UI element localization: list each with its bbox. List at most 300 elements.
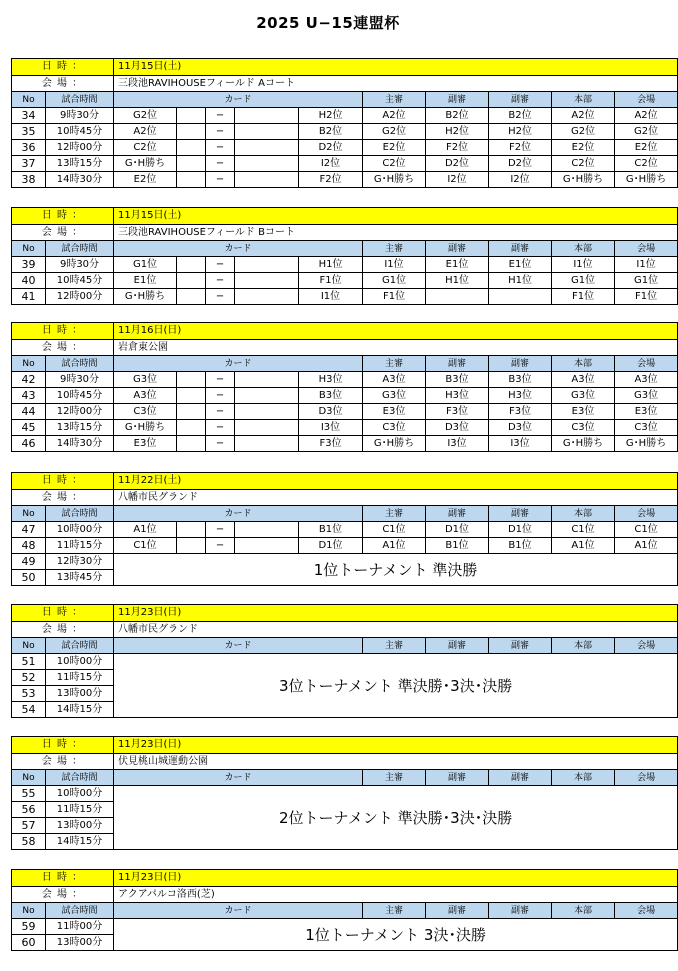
date-row xyxy=(12,737,678,754)
match-date: 11月23日(日) xyxy=(114,870,678,887)
match-no: 52 xyxy=(12,670,46,686)
assistant-referee-1: B1位 xyxy=(426,538,489,554)
match-no: 38 xyxy=(12,172,46,188)
venue-duty: A3位 xyxy=(615,372,678,388)
referee: C1位 xyxy=(363,522,426,538)
match-date: 11月15日(土) xyxy=(114,59,678,76)
versus-dash: − xyxy=(206,404,235,420)
versus-dash: − xyxy=(206,140,235,156)
home-team: G･H勝ち xyxy=(114,156,177,172)
card-spacer xyxy=(177,108,206,124)
header-assistant-2: 副審 xyxy=(489,638,552,654)
table-row xyxy=(12,786,678,802)
header-venue: 会場 xyxy=(615,770,678,786)
match-time: 11時15分 xyxy=(46,670,114,686)
header-no: No xyxy=(12,356,46,372)
header-hq: 本部 xyxy=(552,506,615,522)
home-team: C1位 xyxy=(114,538,177,554)
match-time: 12時30分 xyxy=(46,554,114,570)
header-assistant-1: 副審 xyxy=(426,770,489,786)
assistant-referee-1: H1位 xyxy=(426,273,489,289)
venue-name: 三段池RAVIHOUSEフィールド Bコート xyxy=(114,225,678,241)
away-team: I2位 xyxy=(299,156,363,172)
versus-dash: − xyxy=(206,388,235,404)
referee: E3位 xyxy=(363,404,426,420)
card-spacer xyxy=(235,388,299,404)
headquarters: A3位 xyxy=(552,372,615,388)
table-row xyxy=(12,919,678,935)
referee: G1位 xyxy=(363,273,426,289)
assistant-referee-1: B2位 xyxy=(426,108,489,124)
referee: C2位 xyxy=(363,156,426,172)
table-row xyxy=(12,554,678,570)
header-venue: 会場 xyxy=(615,356,678,372)
table-row xyxy=(12,140,678,156)
referee: I1位 xyxy=(363,257,426,273)
referee: G･H勝ち xyxy=(363,436,426,452)
venue-name: 八幡市民グランド xyxy=(114,622,678,638)
match-time: 13時15分 xyxy=(46,156,114,172)
header-card: カード xyxy=(114,92,363,108)
headquarters: I1位 xyxy=(552,257,615,273)
date-label: 日 時 ： xyxy=(12,473,114,490)
header-assistant-2: 副審 xyxy=(489,770,552,786)
header-hq: 本部 xyxy=(552,356,615,372)
assistant-referee-2: F3位 xyxy=(489,404,552,420)
venue-label: 会 場 ： xyxy=(12,340,114,356)
header-no: No xyxy=(12,770,46,786)
header-time: 試合時間 xyxy=(46,770,114,786)
assistant-referee-1 xyxy=(426,289,489,305)
card-spacer xyxy=(177,420,206,436)
card-spacer xyxy=(177,140,206,156)
match-date: 11月23日(日) xyxy=(114,605,678,622)
referee: A1位 xyxy=(363,538,426,554)
venue-duty: C2位 xyxy=(615,156,678,172)
card-spacer xyxy=(177,388,206,404)
headquarters: G2位 xyxy=(552,124,615,140)
assistant-referee-1: F3位 xyxy=(426,404,489,420)
document-title: 2025 U−15連盟杯 xyxy=(256,14,400,32)
match-date: 11月15日(土) xyxy=(114,208,678,225)
header-time: 試合時間 xyxy=(46,638,114,654)
assistant-referee-1: I3位 xyxy=(426,436,489,452)
table-row xyxy=(12,156,678,172)
headquarters: G･H勝ち xyxy=(552,436,615,452)
headquarters: C1位 xyxy=(552,522,615,538)
away-team: D3位 xyxy=(299,404,363,420)
match-no: 43 xyxy=(12,388,46,404)
match-time: 13時45分 xyxy=(46,570,114,586)
venue-duty: I1位 xyxy=(615,257,678,273)
date-row xyxy=(12,323,678,340)
match-time: 11時00分 xyxy=(46,919,114,935)
match-time: 12時00分 xyxy=(46,140,114,156)
away-team: D2位 xyxy=(299,140,363,156)
home-team: E2位 xyxy=(114,172,177,188)
assistant-referee-2: B3位 xyxy=(489,372,552,388)
date-label: 日 時 ： xyxy=(12,605,114,622)
table-row xyxy=(12,436,678,452)
venue-duty: C3位 xyxy=(615,420,678,436)
card-spacer xyxy=(235,172,299,188)
schedule-table xyxy=(11,207,678,305)
table-row xyxy=(12,404,678,420)
card-spacer xyxy=(177,404,206,420)
home-team: C2位 xyxy=(114,140,177,156)
headquarters: G3位 xyxy=(552,388,615,404)
schedule-table xyxy=(11,472,678,586)
venue-label: 会 場 ： xyxy=(12,76,114,92)
match-time: 10時00分 xyxy=(46,522,114,538)
card-spacer xyxy=(177,522,206,538)
header-hq: 本部 xyxy=(552,770,615,786)
match-time: 9時30分 xyxy=(46,372,114,388)
referee: F1位 xyxy=(363,289,426,305)
match-time: 14時30分 xyxy=(46,436,114,452)
assistant-referee-1: H3位 xyxy=(426,388,489,404)
header-assistant-2: 副審 xyxy=(489,506,552,522)
assistant-referee-2: H2位 xyxy=(489,124,552,140)
header-venue: 会場 xyxy=(615,92,678,108)
match-date: 11月16日(日) xyxy=(114,323,678,340)
card-spacer xyxy=(235,538,299,554)
venue-duty: A1位 xyxy=(615,538,678,554)
assistant-referee-2: F2位 xyxy=(489,140,552,156)
assistant-referee-1: D2位 xyxy=(426,156,489,172)
table-row xyxy=(12,172,678,188)
venue-label: 会 場 ： xyxy=(12,490,114,506)
schedule-table xyxy=(11,58,678,188)
assistant-referee-2: B1位 xyxy=(489,538,552,554)
header-referee: 主審 xyxy=(363,903,426,919)
header-time: 試合時間 xyxy=(46,92,114,108)
match-time: 9時30分 xyxy=(46,257,114,273)
card-spacer xyxy=(235,372,299,388)
away-team: F3位 xyxy=(299,436,363,452)
match-no: 47 xyxy=(12,522,46,538)
match-no: 51 xyxy=(12,654,46,670)
table-row xyxy=(12,257,678,273)
venue-name: 伏見桃山城運動公園 xyxy=(114,754,678,770)
date-row xyxy=(12,473,678,490)
card-spacer xyxy=(177,156,206,172)
headquarters: G1位 xyxy=(552,273,615,289)
match-time: 14時15分 xyxy=(46,834,114,850)
home-team: G･H勝ち xyxy=(114,420,177,436)
versus-dash: − xyxy=(206,522,235,538)
versus-dash: − xyxy=(206,172,235,188)
venue-duty: G･H勝ち xyxy=(615,172,678,188)
schedule-table xyxy=(11,604,678,718)
tournament-label: 1位トーナメント 3決･決勝 xyxy=(114,919,678,951)
header-venue: 会場 xyxy=(615,903,678,919)
referee: G3位 xyxy=(363,388,426,404)
match-time: 11時15分 xyxy=(46,802,114,818)
venue-label: 会 場 ： xyxy=(12,754,114,770)
header-hq: 本部 xyxy=(552,92,615,108)
match-no: 36 xyxy=(12,140,46,156)
versus-dash: − xyxy=(206,257,235,273)
table-row xyxy=(12,124,678,140)
header-no: No xyxy=(12,638,46,654)
venue-duty: G･H勝ち xyxy=(615,436,678,452)
table-row xyxy=(12,108,678,124)
match-time: 10時45分 xyxy=(46,273,114,289)
assistant-referee-2: H3位 xyxy=(489,388,552,404)
table-row xyxy=(12,522,678,538)
header-card: カード xyxy=(114,241,363,257)
home-team: G2位 xyxy=(114,108,177,124)
column-header-row xyxy=(12,241,678,257)
card-spacer xyxy=(235,273,299,289)
match-no: 57 xyxy=(12,818,46,834)
home-team: C3位 xyxy=(114,404,177,420)
match-time: 10時00分 xyxy=(46,786,114,802)
headquarters: F1位 xyxy=(552,289,615,305)
header-venue: 会場 xyxy=(615,241,678,257)
assistant-referee-1: D3位 xyxy=(426,420,489,436)
match-no: 41 xyxy=(12,289,46,305)
match-no: 58 xyxy=(12,834,46,850)
away-team: H2位 xyxy=(299,108,363,124)
match-no: 53 xyxy=(12,686,46,702)
card-spacer xyxy=(235,420,299,436)
tournament-label: 2位トーナメント 準決勝･3決･決勝 xyxy=(114,786,678,850)
date-row xyxy=(12,59,678,76)
home-team: G1位 xyxy=(114,257,177,273)
header-hq: 本部 xyxy=(552,638,615,654)
column-header-row xyxy=(12,92,678,108)
versus-dash: − xyxy=(206,420,235,436)
header-hq: 本部 xyxy=(552,241,615,257)
match-time: 10時45分 xyxy=(46,124,114,140)
referee: A2位 xyxy=(363,108,426,124)
headquarters: C2位 xyxy=(552,156,615,172)
venue-duty: F1位 xyxy=(615,289,678,305)
versus-dash: − xyxy=(206,108,235,124)
assistant-referee-1: D1位 xyxy=(426,522,489,538)
header-no: No xyxy=(12,903,46,919)
tournament-label: 1位トーナメント 準決勝 xyxy=(114,554,678,586)
card-spacer xyxy=(177,257,206,273)
column-header-row xyxy=(12,356,678,372)
match-date: 11月22日(土) xyxy=(114,473,678,490)
assistant-referee-1: E1位 xyxy=(426,257,489,273)
card-spacer xyxy=(235,289,299,305)
venue-duty: E2位 xyxy=(615,140,678,156)
versus-dash: − xyxy=(206,436,235,452)
header-assistant-1: 副審 xyxy=(426,638,489,654)
card-spacer xyxy=(177,289,206,305)
home-team: A1位 xyxy=(114,522,177,538)
assistant-referee-2: D2位 xyxy=(489,156,552,172)
versus-dash: − xyxy=(206,273,235,289)
match-no: 37 xyxy=(12,156,46,172)
table-row xyxy=(12,372,678,388)
card-spacer xyxy=(177,172,206,188)
assistant-referee-2: I2位 xyxy=(489,172,552,188)
header-assistant-1: 副審 xyxy=(426,903,489,919)
header-no: No xyxy=(12,92,46,108)
card-spacer xyxy=(177,273,206,289)
headquarters: E2位 xyxy=(552,140,615,156)
home-team: G･H勝ち xyxy=(114,289,177,305)
header-time: 試合時間 xyxy=(46,506,114,522)
venue-name: 岩倉東公園 xyxy=(114,340,678,356)
match-no: 35 xyxy=(12,124,46,140)
venue-name: アクアパルコ洛西(芝) xyxy=(114,887,678,903)
header-assistant-1: 副審 xyxy=(426,506,489,522)
card-spacer xyxy=(235,522,299,538)
assistant-referee-1: I2位 xyxy=(426,172,489,188)
match-time: 10時00分 xyxy=(46,654,114,670)
column-header-row xyxy=(12,638,678,654)
table-row xyxy=(12,420,678,436)
match-no: 34 xyxy=(12,108,46,124)
header-time: 試合時間 xyxy=(46,241,114,257)
header-referee: 主審 xyxy=(363,241,426,257)
table-row xyxy=(12,388,678,404)
referee: A3位 xyxy=(363,372,426,388)
headquarters: A1位 xyxy=(552,538,615,554)
assistant-referee-1: F2位 xyxy=(426,140,489,156)
match-time: 14時15分 xyxy=(46,702,114,718)
venue-duty: G1位 xyxy=(615,273,678,289)
venue-label: 会 場 ： xyxy=(12,622,114,638)
header-card: カード xyxy=(114,356,363,372)
match-no: 39 xyxy=(12,257,46,273)
match-no: 50 xyxy=(12,570,46,586)
header-venue: 会場 xyxy=(615,506,678,522)
schedule-table xyxy=(11,736,678,850)
card-spacer xyxy=(235,140,299,156)
match-no: 55 xyxy=(12,786,46,802)
date-label: 日 時 ： xyxy=(12,208,114,225)
match-time: 12時00分 xyxy=(46,404,114,420)
venue-duty: G2位 xyxy=(615,124,678,140)
venue-duty: E3位 xyxy=(615,404,678,420)
assistant-referee-2: H1位 xyxy=(489,273,552,289)
versus-dash: − xyxy=(206,156,235,172)
away-team: H1位 xyxy=(299,257,363,273)
card-spacer xyxy=(235,156,299,172)
schedule-table xyxy=(11,322,678,452)
date-label: 日 時 ： xyxy=(12,870,114,887)
header-card: カード xyxy=(114,903,363,919)
date-row xyxy=(12,870,678,887)
headquarters: A2位 xyxy=(552,108,615,124)
date-row xyxy=(12,208,678,225)
header-referee: 主審 xyxy=(363,506,426,522)
card-spacer xyxy=(235,257,299,273)
match-date: 11月23日(日) xyxy=(114,737,678,754)
match-no: 48 xyxy=(12,538,46,554)
card-spacer xyxy=(177,436,206,452)
away-team: B1位 xyxy=(299,522,363,538)
referee: E2位 xyxy=(363,140,426,156)
match-no: 46 xyxy=(12,436,46,452)
away-team: I1位 xyxy=(299,289,363,305)
card-spacer xyxy=(177,124,206,140)
card-spacer xyxy=(235,436,299,452)
match-no: 42 xyxy=(12,372,46,388)
headquarters: C3位 xyxy=(552,420,615,436)
date-label: 日 時 ： xyxy=(12,323,114,340)
versus-dash: − xyxy=(206,124,235,140)
header-no: No xyxy=(12,506,46,522)
headquarters: E3位 xyxy=(552,404,615,420)
assistant-referee-2: D3位 xyxy=(489,420,552,436)
match-time: 12時00分 xyxy=(46,289,114,305)
card-spacer xyxy=(177,372,206,388)
away-team: I3位 xyxy=(299,420,363,436)
match-no: 45 xyxy=(12,420,46,436)
header-assistant-1: 副審 xyxy=(426,92,489,108)
away-team: B2位 xyxy=(299,124,363,140)
referee: G2位 xyxy=(363,124,426,140)
date-label: 日 時 ： xyxy=(12,737,114,754)
match-time: 13時00分 xyxy=(46,935,114,951)
match-no: 56 xyxy=(12,802,46,818)
header-referee: 主審 xyxy=(363,770,426,786)
assistant-referee-2: E1位 xyxy=(489,257,552,273)
venue-row xyxy=(12,225,678,241)
venue-duty: A2位 xyxy=(615,108,678,124)
venue-name: 八幡市民グランド xyxy=(114,490,678,506)
venue-row xyxy=(12,754,678,770)
versus-dash: − xyxy=(206,289,235,305)
venue-duty: C1位 xyxy=(615,522,678,538)
match-no: 59 xyxy=(12,919,46,935)
away-team: B3位 xyxy=(299,388,363,404)
match-time: 14時30分 xyxy=(46,172,114,188)
away-team: F1位 xyxy=(299,273,363,289)
headquarters: G･H勝ち xyxy=(552,172,615,188)
header-time: 試合時間 xyxy=(46,356,114,372)
table-row xyxy=(12,289,678,305)
assistant-referee-1: B3位 xyxy=(426,372,489,388)
assistant-referee-2: D1位 xyxy=(489,522,552,538)
header-card: カード xyxy=(114,770,363,786)
table-row xyxy=(12,654,678,670)
header-assistant-1: 副審 xyxy=(426,356,489,372)
card-spacer xyxy=(177,538,206,554)
assistant-referee-1: H2位 xyxy=(426,124,489,140)
match-no: 40 xyxy=(12,273,46,289)
card-spacer xyxy=(235,404,299,420)
header-time: 試合時間 xyxy=(46,903,114,919)
card-spacer xyxy=(235,108,299,124)
header-referee: 主審 xyxy=(363,92,426,108)
home-team: A3位 xyxy=(114,388,177,404)
venue-label: 会 場 ： xyxy=(12,225,114,241)
column-header-row xyxy=(12,770,678,786)
match-time: 10時45分 xyxy=(46,388,114,404)
assistant-referee-2 xyxy=(489,289,552,305)
tournament-label: 3位トーナメント 準決勝･3決･決勝 xyxy=(114,654,678,718)
venue-name: 三段池RAVIHOUSEフィールド Aコート xyxy=(114,76,678,92)
match-no: 54 xyxy=(12,702,46,718)
header-assistant-2: 副審 xyxy=(489,356,552,372)
header-assistant-2: 副審 xyxy=(489,92,552,108)
away-team: D1位 xyxy=(299,538,363,554)
header-assistant-1: 副審 xyxy=(426,241,489,257)
match-no: 60 xyxy=(12,935,46,951)
home-team: G3位 xyxy=(114,372,177,388)
referee: G･H勝ち xyxy=(363,172,426,188)
card-spacer xyxy=(235,124,299,140)
